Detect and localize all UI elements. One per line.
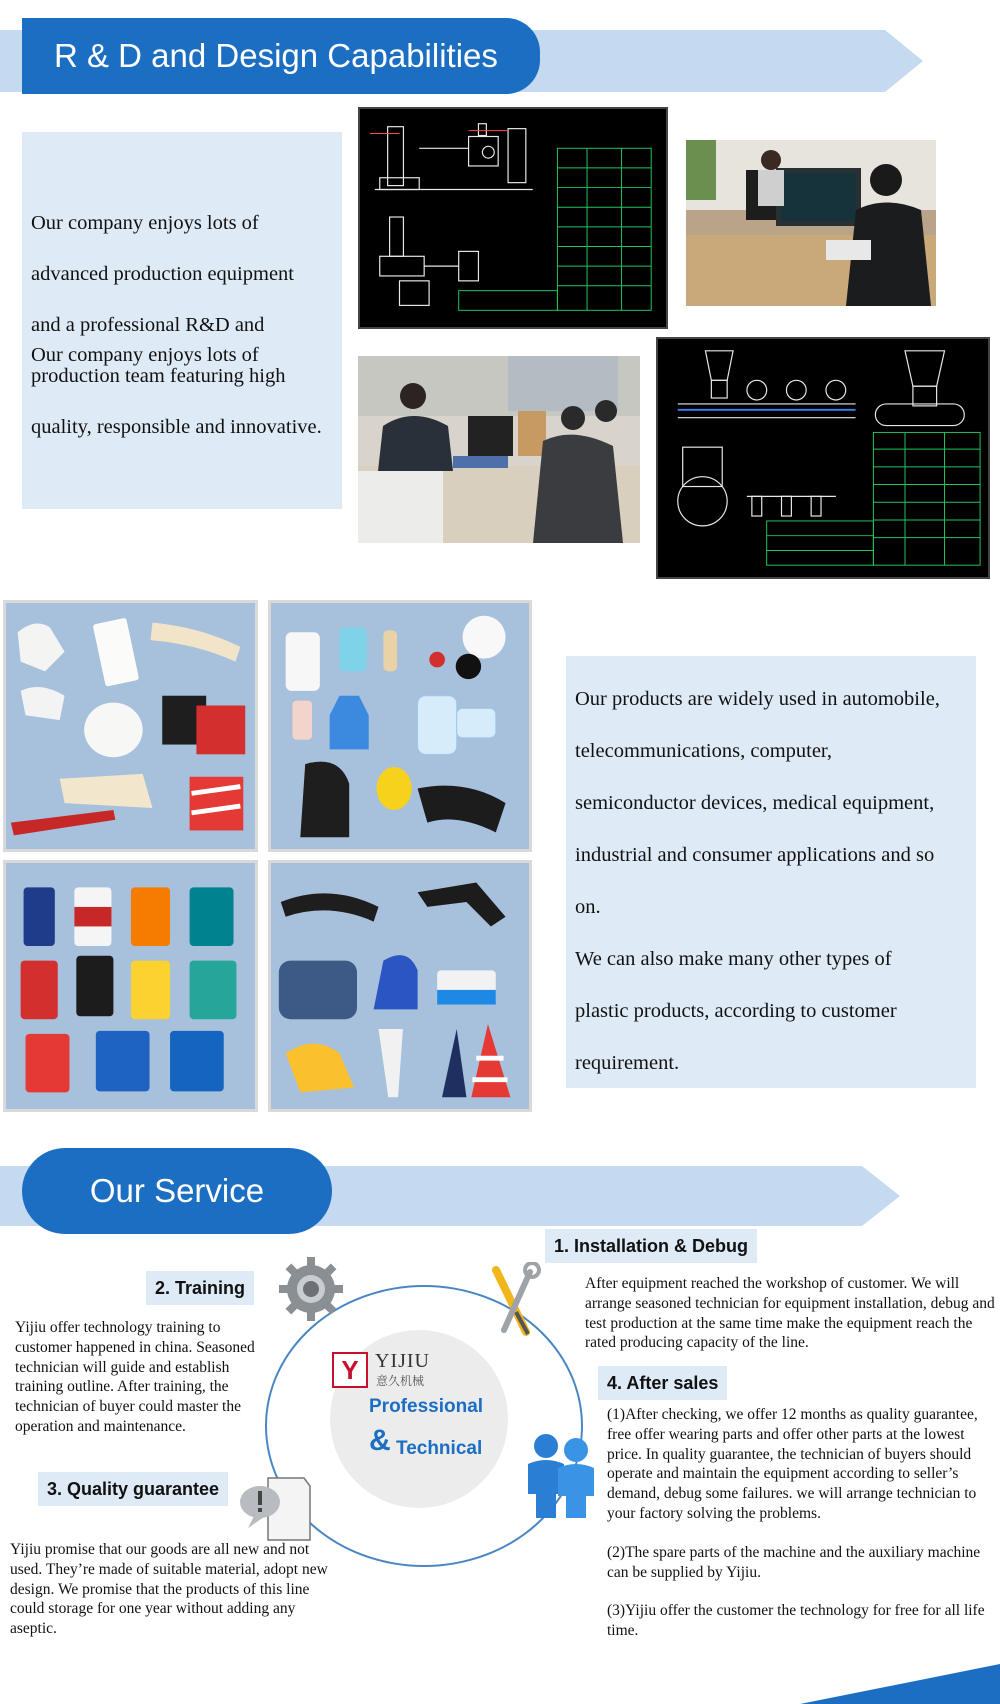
office-photo-image — [686, 140, 936, 306]
product-photo-seats-and-cones — [268, 860, 532, 1112]
products-line-7: plastic products, according to customer — [575, 1000, 897, 1022]
office-photo-image — [358, 356, 640, 543]
products-line-2: telecommunications, computer, — [575, 740, 833, 762]
installation-label: 1. Installation & Debug — [545, 1229, 757, 1263]
rd-section-title: R & D and Design Capabilities — [22, 18, 540, 94]
service-banner-arrow — [862, 1166, 900, 1226]
products-line-3: semiconductor devices, medical equipment, — [575, 792, 935, 814]
products-line-5: on. — [575, 896, 601, 918]
training-text — [15, 1318, 257, 1437]
quality-paragraph: Yijiu promise that our goods are all new and not used. They’re made of suitable material, adopt new design. We promise that the products of this line could storage for one year without adding any aseptic. — [10, 1541, 328, 1638]
after-sales-label: 4. After sales — [598, 1366, 727, 1400]
technical-label: Technical — [396, 1438, 483, 1459]
product-photo-bottles-and-balls — [268, 600, 532, 852]
quality-text — [10, 1540, 330, 1639]
after-sales-paragraph-3: (3)Yijiu offer the customer the technology for free for all life time. — [607, 1602, 985, 1640]
products-description — [575, 673, 940, 1089]
products-line-8: requirement. — [575, 1052, 680, 1074]
service-section-title: Our Service — [22, 1148, 332, 1234]
rd-intro-line-5: quality, responsible and innovative. — [31, 416, 322, 438]
after-sales-paragraph-1: (1)After checking, we offer 12 months as quality guarantee, free offer wearing parts and offer other parts at the lowest price. In quality guarantee, the technician of buyers should operate and maintain the equipment according to seller’s demand, debug some failures. we will arrange technician to your factory solving the problems. — [607, 1406, 978, 1522]
product-photo-oil-jerrycans — [3, 860, 258, 1112]
rd-intro-line: Our company enjoys lots of — [31, 344, 259, 366]
corner-stripe — [800, 1664, 1000, 1704]
rd-banner-arrow — [885, 30, 923, 92]
product-photo-automotive-parts — [3, 600, 258, 852]
training-label: 2. Training — [146, 1271, 254, 1305]
quality-label: 3. Quality guarantee — [38, 1472, 228, 1506]
products-line-4: industrial and consumer applications and so — [575, 844, 935, 866]
after-sales-text — [607, 1405, 992, 1641]
yijiu-brand: YIJIU — [375, 1350, 430, 1372]
rd-intro-line-4: production team featuring high — [31, 365, 286, 387]
gear-icon — [278, 1256, 344, 1322]
installation-text — [585, 1274, 995, 1353]
cad-drawing-image — [358, 107, 668, 329]
speech-bubble-icon — [238, 1474, 314, 1544]
yijiu-logo-mark: Y — [332, 1352, 368, 1388]
training-paragraph: Yijiu offer technology training to customer happened in china. Seasoned technician will guide and establish training outline. After training, the technician of buyer could master the operation and maintenance. — [15, 1319, 255, 1435]
ampersand: & — [369, 1424, 391, 1457]
rd-intro-line-1: Our company enjoys lots of — [31, 212, 259, 234]
products-line-1: Our products are widely used in automobile, — [575, 688, 940, 710]
products-line-6: We can also make many other types of — [575, 948, 892, 970]
people-icon — [522, 1430, 602, 1520]
screwdriver-wrench-icon — [486, 1262, 542, 1338]
rd-intro-text — [31, 198, 322, 453]
yijiu-brand-cn: 意久机械 — [376, 1374, 425, 1388]
professional-label: Professional — [369, 1396, 484, 1417]
rd-intro-line-2: advanced production equipment — [31, 263, 294, 285]
rd-intro-line-3: and a professional R&D and — [31, 314, 265, 336]
after-sales-paragraph-2: (2)The spare parts of the machine and the auxiliary machine can be supplied by Yijiu. — [607, 1543, 981, 1581]
installation-paragraph: After equipment reached the workshop of customer. We will arrange seasoned technician for equipment installation, debug and test production at the same time make the equipment reach the rated producing capacity of the line. — [585, 1275, 995, 1352]
cad-drawing-image — [656, 337, 990, 579]
